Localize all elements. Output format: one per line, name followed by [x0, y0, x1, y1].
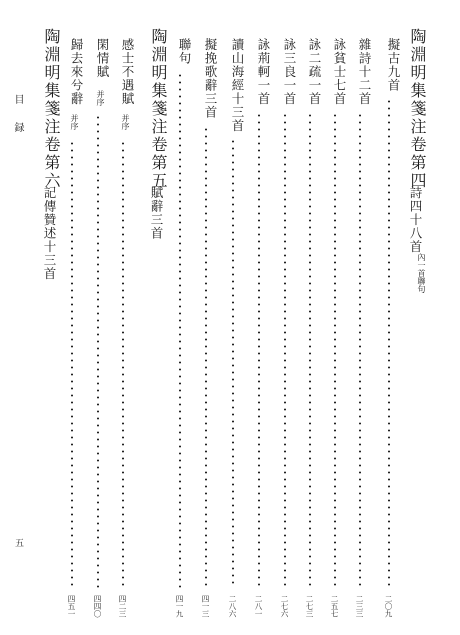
entry-note: 并序	[70, 114, 79, 130]
entry-page-number: 二五七	[330, 595, 339, 618]
entry-title: 擬古九首	[386, 38, 401, 92]
entry-page-number: 四二三	[118, 595, 127, 618]
running-head: 目 録	[12, 94, 23, 136]
entry-title: 擬挽歌辭三首	[203, 38, 218, 119]
section4-subnote: 內一首聯句	[417, 253, 426, 293]
entry-page-number: 二八六	[228, 595, 237, 618]
entry-page-number: 四五一	[67, 595, 76, 618]
entry-page-number: 四一三	[201, 595, 210, 618]
leader-dots	[359, 112, 361, 588]
entry-note: 并序	[96, 90, 105, 106]
entry-page-number: 四四〇	[93, 595, 102, 618]
entry-title: 雜詩十二首	[357, 38, 372, 106]
section4-title: 陶淵明集箋注卷第四	[408, 28, 427, 190]
leader-dots	[122, 140, 124, 588]
entry-title: 感士不遇賦	[120, 38, 135, 106]
entry-title: 詠三良一首	[282, 38, 297, 106]
entry-title: 詠二疏一首	[307, 38, 322, 106]
entry-page-number: 二八一	[254, 595, 263, 618]
entry-page-number: 二七六	[280, 595, 289, 618]
section6-title: 陶淵明集箋注卷第六	[42, 28, 61, 190]
entry-title: 讀山海經十三首	[230, 38, 245, 133]
entry-page-number: 二七三	[305, 595, 314, 618]
folio: 五	[13, 538, 23, 548]
leader-dots	[334, 112, 336, 588]
section5-title: 陶淵明集箋注卷第五	[149, 28, 168, 190]
leader-dots	[309, 112, 311, 588]
entry-title: 詠貧士七首	[332, 38, 347, 106]
leader-dots	[71, 140, 73, 588]
entry-page-number: 四一九	[175, 595, 184, 618]
section4-subtitle: 詩四十八首	[408, 186, 423, 254]
leader-dots	[388, 98, 390, 588]
leader-dots	[179, 72, 181, 588]
entry-note: 并序	[121, 114, 130, 130]
section5-subtitle: 賦辭三首	[149, 186, 164, 240]
leader-dots	[97, 114, 99, 588]
entry-title: 聯句	[177, 38, 192, 65]
leader-dots	[232, 138, 234, 588]
leader-dots	[258, 112, 260, 588]
entry-page-number: 二〇九	[384, 595, 393, 618]
section6-subtitle: 記傳贊述十三首	[42, 186, 57, 281]
entry-page-number: 二三三	[355, 595, 364, 618]
entry-title: 閑情賦	[95, 38, 110, 79]
entry-title: 詠荊軻一首	[256, 38, 271, 106]
leader-dots	[284, 112, 286, 588]
leader-dots	[205, 126, 207, 588]
entry-title: 歸去來兮辭	[69, 38, 84, 106]
